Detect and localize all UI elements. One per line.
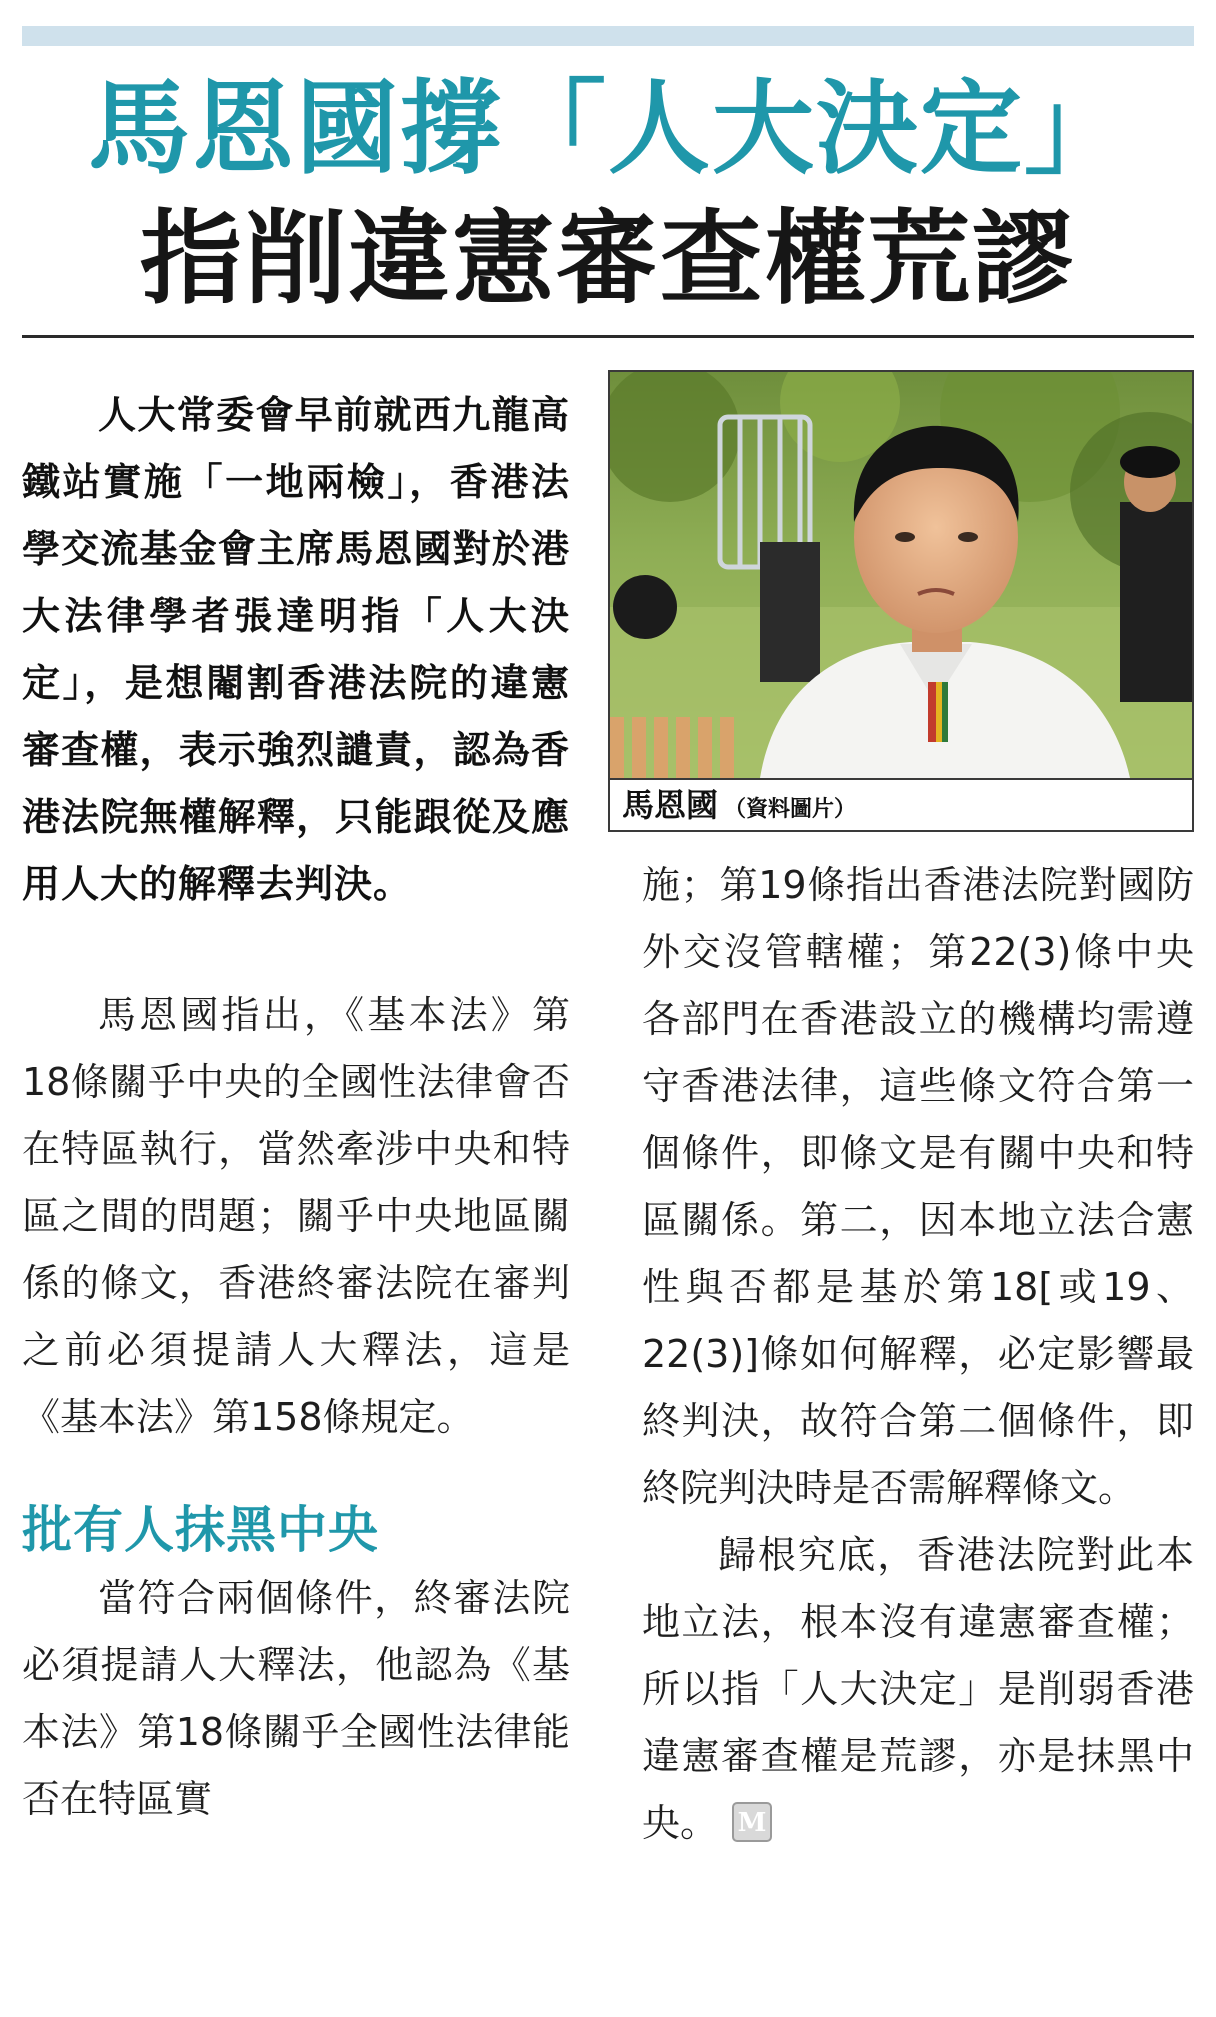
photo-caption (610, 778, 1192, 830)
end-mark-glyph: M (737, 1808, 767, 1838)
caption-note: （資料圖片） (724, 797, 857, 822)
end-mark-icon (732, 1802, 772, 1842)
top-decor-bar (22, 26, 1194, 46)
article-paragraph-4 (642, 1522, 1194, 1857)
article-paragraph-3-continued: 施；第19條指出香港法院對國防外交沒管轄權；第22(3)條中央各部門在香港設立的機構均需遵守香港法律，這些條文符合第一個條件，即條文是有關中央和特區關係。第二，因本地立法合憲性與否都是基於第18[或19、22(3)]條如何解釋，必定影響最終判決，故符合第二個條件，即終院判決時是否需解釋條文。 (642, 863, 1194, 1510)
news-photo (608, 370, 1194, 832)
article-column-left (22, 382, 570, 1833)
headline-line-1: 馬恩國撐「人大決定」 (88, 70, 1128, 189)
headline-divider (22, 335, 1194, 338)
article-lead: 人大常委會早前就西九龍高鐵站實施「一地兩檢」，香港法學交流基金會主席馬恩國對於港大法律學者張達明指「人大決定」，是想閹割香港法院的違憲審查權，表示強烈譴責，認為香港法院無權解釋，只能跟從及應用人大的解釋去判決。 (22, 393, 570, 906)
article-column-right (642, 852, 1194, 1857)
headline-line-2: 指削違憲審查權荒謬 (140, 200, 1076, 319)
photo-image (610, 372, 1192, 778)
article-paragraph-4-text: 歸根究底，香港法院對此本地立法，根本沒有違憲審查權；所以指「人大決定」是削弱香港違憲審查權是荒謬，亦是抹黑中央。 (642, 1533, 1194, 1845)
article-paragraph-3: 當符合兩個條件，終審法院必須提請人大釋法，他認為《基本法》第18條關乎全國性法律能否在特區實 (22, 1576, 570, 1821)
article-subhead: 批有人抹黑中央 (22, 1501, 379, 1559)
caption-name: 馬恩國 (622, 786, 719, 824)
article-paragraph-2: 馬恩國指出，《基本法》第18條關乎中央的全國性法律會否在特區執行，當然牽涉中央和特區之間的問題；關乎中央地區關係的條文，香港終審法院在審判之前必須提請人大釋法，這是《基本法》第158條規定。 (22, 993, 570, 1439)
